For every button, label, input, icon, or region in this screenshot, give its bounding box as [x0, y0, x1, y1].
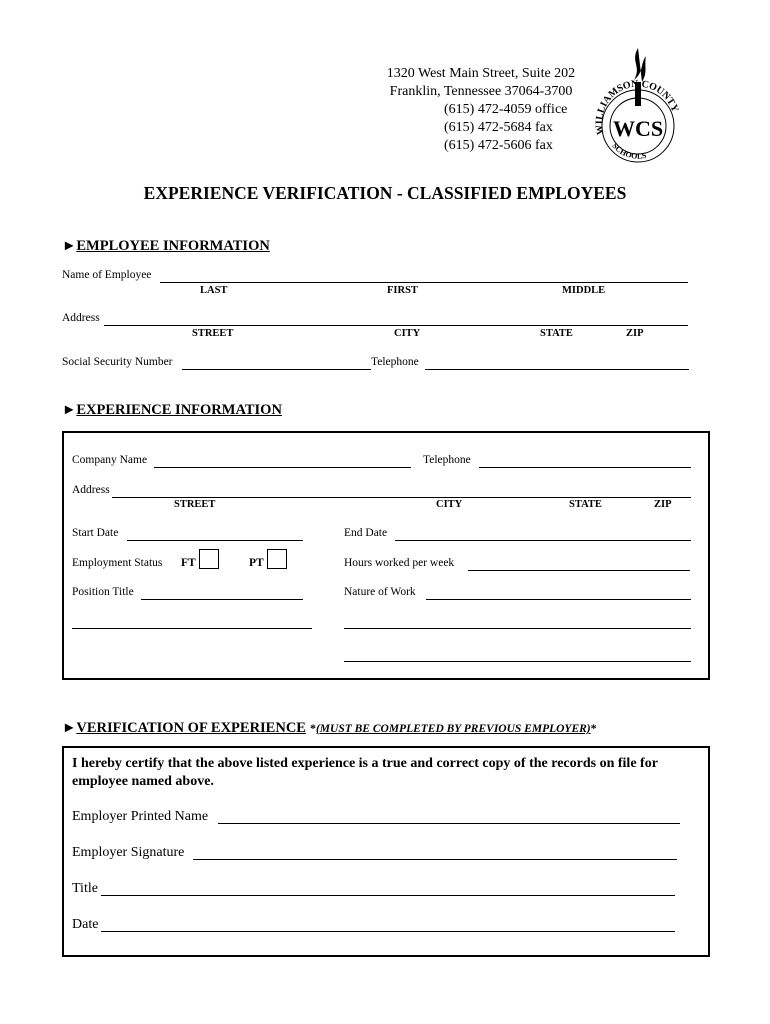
printed-name-field[interactable]: [218, 823, 680, 824]
verification-heading: ►VERIFICATION OF EXPERIENCE *(MUST BE COMPLETED BY PREVIOUS EMPLOYER)*: [62, 720, 597, 736]
employee-name-field[interactable]: [160, 282, 688, 283]
hours-field[interactable]: [468, 570, 690, 571]
company-sub-zip: ZIP: [654, 499, 672, 510]
school-logo: [590, 42, 685, 167]
company-name-field[interactable]: [154, 467, 411, 468]
pt-label: PT: [249, 557, 264, 569]
nature-of-work-field[interactable]: [426, 599, 691, 600]
title-field[interactable]: [101, 895, 675, 896]
experience-box: [62, 431, 710, 680]
name-sub-first: FIRST: [387, 285, 418, 296]
title-label: Title: [72, 881, 98, 896]
printed-name-label: Employer Printed Name: [72, 809, 209, 824]
phone-block: [444, 101, 567, 155]
position-title-field[interactable]: [141, 599, 303, 600]
verification-note: (MUST BE COMPLETED BY PREVIOUS EMPLOYER): [315, 723, 591, 735]
address-line-2: Franklin, Tennessee 37064-3700: [389, 84, 573, 99]
nature-of-work-line-2[interactable]: [344, 628, 691, 629]
address-sub-street: STREET: [192, 328, 234, 339]
end-date-field[interactable]: [395, 540, 691, 541]
logo-monogram: WCS: [612, 116, 664, 141]
start-date-field[interactable]: [127, 540, 303, 541]
name-sub-middle: MIDDLE: [562, 285, 606, 296]
page-title: EXPERIENCE VERIFICATION - CLASSIFIED EMPLOYEES: [143, 183, 627, 203]
phone-office: (615) 472-4059 office: [444, 102, 568, 117]
position-title-label: Position Title: [72, 586, 134, 598]
date-label: Date: [72, 917, 99, 932]
pt-checkbox[interactable]: [267, 549, 287, 569]
verification-note-prefix: *: [309, 721, 316, 735]
logo-bottom-text: SCHOOLS: [610, 141, 648, 161]
phone-fax-2: (615) 472-5606 fax: [444, 138, 553, 153]
ft-checkbox[interactable]: [199, 549, 219, 569]
certify-statement: I hereby certify that the above listed experience is a true and correct copy of the records on file for employee named above.: [72, 756, 658, 789]
employee-telephone-field[interactable]: [425, 369, 689, 370]
position-title-extra-line[interactable]: [72, 628, 312, 629]
logo-ring-text: WILLIAMSON COUNTY: [593, 78, 681, 136]
start-date-label: Start Date: [72, 527, 119, 539]
company-sub-street: STREET: [174, 499, 216, 510]
phone-fax-1: (615) 472-5684 fax: [444, 120, 553, 135]
date-field[interactable]: [101, 931, 675, 932]
address-block: [376, 65, 586, 101]
signature-label: Employer Signature: [72, 845, 185, 860]
verification-note-suffix: *: [590, 721, 597, 735]
ft-label: FT: [181, 557, 196, 569]
end-date-label: End Date: [344, 527, 388, 539]
address-line-1: 1320 West Main Street, Suite 202: [386, 66, 576, 81]
company-address-field[interactable]: [112, 497, 691, 498]
company-sub-state: STATE: [569, 499, 602, 510]
company-telephone-label: Telephone: [423, 454, 471, 466]
hours-label: Hours worked per week: [344, 557, 455, 569]
employee-heading: ►EMPLOYEE INFORMATION: [62, 238, 270, 254]
employment-status-label: Employment Status: [72, 557, 163, 569]
employee-address-field[interactable]: [104, 325, 688, 326]
employee-telephone-label: Telephone: [371, 356, 419, 368]
company-address-label: Address: [72, 484, 110, 496]
address-sub-city: CITY: [394, 328, 421, 339]
employee-name-label: Name of Employee: [62, 269, 152, 281]
address-sub-state: STATE: [540, 328, 573, 339]
ssn-label: Social Security Number: [62, 356, 173, 368]
company-telephone-field[interactable]: [479, 467, 691, 468]
nature-of-work-line-3[interactable]: [344, 661, 691, 662]
signature-field[interactable]: [193, 859, 677, 860]
name-sub-last: LAST: [200, 285, 228, 296]
nature-of-work-label: Nature of Work: [344, 586, 416, 598]
address-sub-zip: ZIP: [626, 328, 644, 339]
employee-address-label: Address: [62, 312, 100, 324]
company-sub-city: CITY: [436, 499, 463, 510]
ssn-field[interactable]: [182, 369, 371, 370]
company-name-label: Company Name: [72, 454, 148, 466]
experience-heading: ►EXPERIENCE INFORMATION: [62, 402, 282, 418]
